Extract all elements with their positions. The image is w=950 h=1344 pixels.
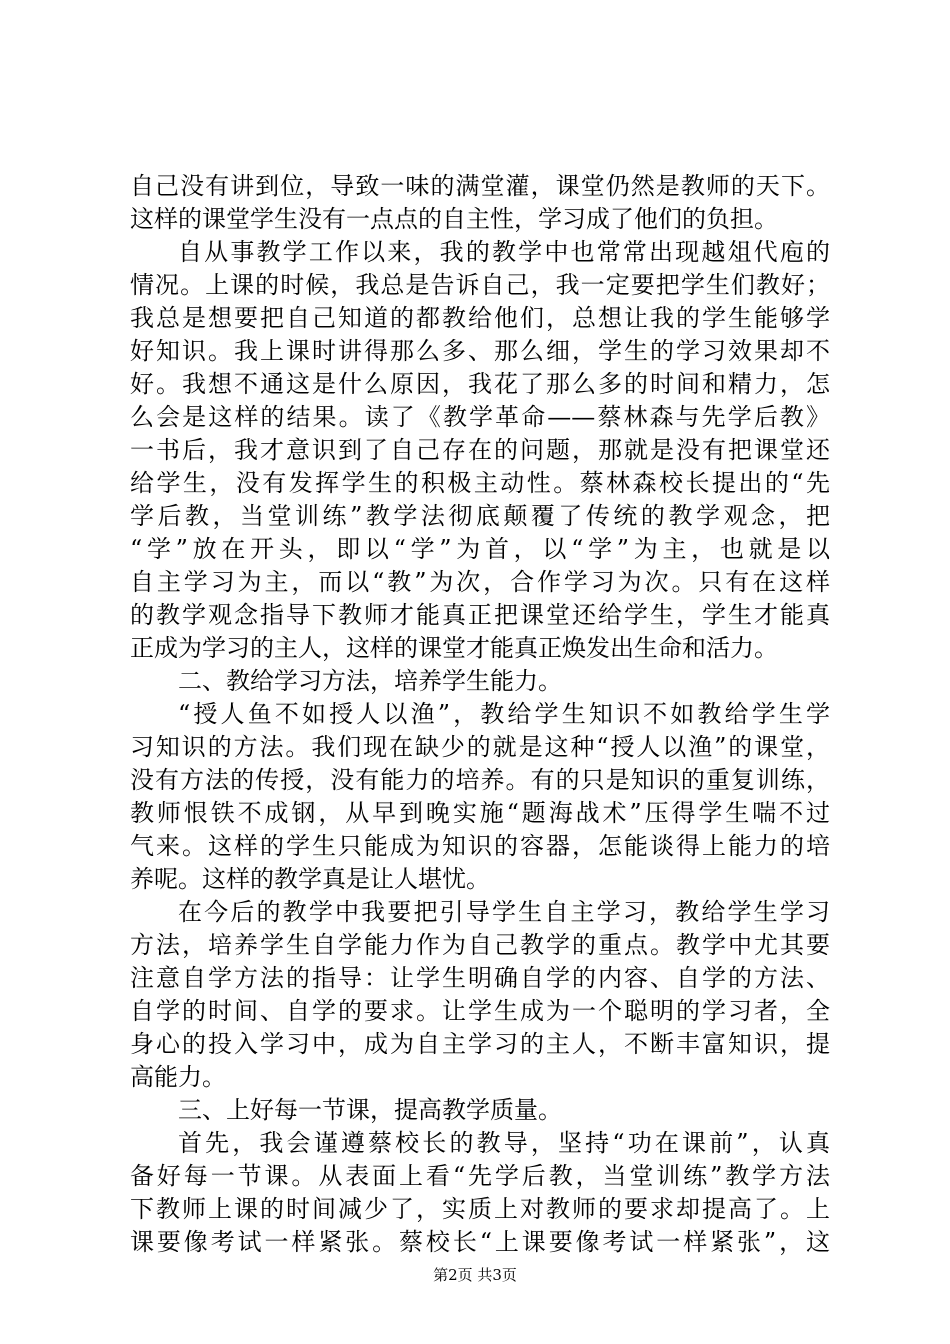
text-line: 养呢。这样的教学真是让人堪忧。: [130, 865, 490, 893]
text-line: 备好每一节课。从表面上看“先学后教，当堂训练”教学方法: [130, 1162, 830, 1190]
text-line: 这样的课堂学生没有一点点的自主性，学习成了他们的负担。: [130, 205, 778, 233]
text-line: 好知识。我上课时讲得那么多、那么细，学生的学习效果却不: [130, 337, 830, 365]
text-line: 的教学观念指导下教师才能真正把课堂还给学生，学生才能真: [130, 601, 830, 629]
text-line: 自从事教学工作以来，我的教学中也常常出现越俎代庖的: [178, 238, 830, 266]
text-line: 下教师上课的时间减少了，实质上对教师的要求却提高了。上: [130, 1195, 830, 1223]
text-line: 我总是想要把自己知道的都教给他们，总想让我的学生能够学: [130, 304, 830, 332]
text-line: 自主学习为主，而以“教”为次，合作学习为次。只有在这样: [130, 568, 830, 596]
text-line: 在今后的教学中我要把引导学生自主学习，教给学生学习: [178, 898, 830, 926]
text-line: 自己没有讲到位，导致一味的满堂灌，课堂仍然是教师的天下。: [130, 172, 830, 200]
section-heading: 二、教给学习方法，培养学生能力。: [178, 667, 562, 695]
text-line: 自学的时间、自学的要求。让学生成为一个聪明的学习者，全: [130, 997, 830, 1025]
text-line: “学”放在开头，即以“学”为首，以“学”为主，也就是以: [130, 535, 830, 563]
text-line: 好。我想不通这是什么原因，我花了那么多的时间和精力，怎: [130, 370, 830, 398]
text-line: 气来。这样的学生只能成为知识的容器，怎能谈得上能力的培: [130, 832, 830, 860]
text-line: 高能力。: [130, 1063, 226, 1091]
text-line: 方法，培养学生自学能力作为自己教学的重点。教学中尤其要: [130, 931, 830, 959]
text-line: 首先，我会谨遵蔡校长的教导，坚持“功在课前”，认真: [178, 1129, 830, 1157]
text-line: 情况。上课的时候，我总是告诉自己，我一定要把学生们教好；: [130, 271, 830, 299]
body-text: [130, 170, 830, 1259]
text-line: 学后教，当堂训练”教学法彻底颠覆了传统的教学观念，把: [130, 502, 830, 530]
text-line: 习知识的方法。我们现在缺少的就是这种“授人以渔”的课堂，: [130, 733, 830, 761]
section-heading: 三、上好每一节课，提高教学质量。: [178, 1096, 562, 1124]
text-line: 课要像考试一样紧张。蔡校长“上课要像考试一样紧张”，这: [130, 1228, 830, 1256]
text-line: “授人鱼不如授人以渔”，教给学生知识不如教给学生学: [178, 700, 830, 728]
text-line: 注意自学方法的指导：让学生明确自学的内容、自学的方法、: [130, 964, 830, 992]
text-line: 一书后，我才意识到了自己存在的问题，那就是没有把课堂还: [130, 436, 830, 464]
page-number: 第2页 共3页: [433, 1266, 517, 1284]
text-line: 正成为学习的主人，这样的课堂才能真正焕发出生命和活力。: [130, 634, 778, 662]
text-line: 身心的投入学习中，成为自主学习的主人，不断丰富知识，提: [130, 1030, 830, 1058]
text-line: 教师恨铁不成钢，从早到晚实施“题海战术”压得学生喘不过: [130, 799, 830, 827]
text-line: 没有方法的传授，没有能力的培养。有的只是知识的重复训练，: [130, 766, 830, 794]
text-line: 么会是这样的结果。读了《教学革命——蔡林森与先学后教》: [130, 403, 830, 431]
text-line: 给学生，没有发挥学生的积极主动性。蔡林森校长提出的“先: [130, 469, 830, 497]
